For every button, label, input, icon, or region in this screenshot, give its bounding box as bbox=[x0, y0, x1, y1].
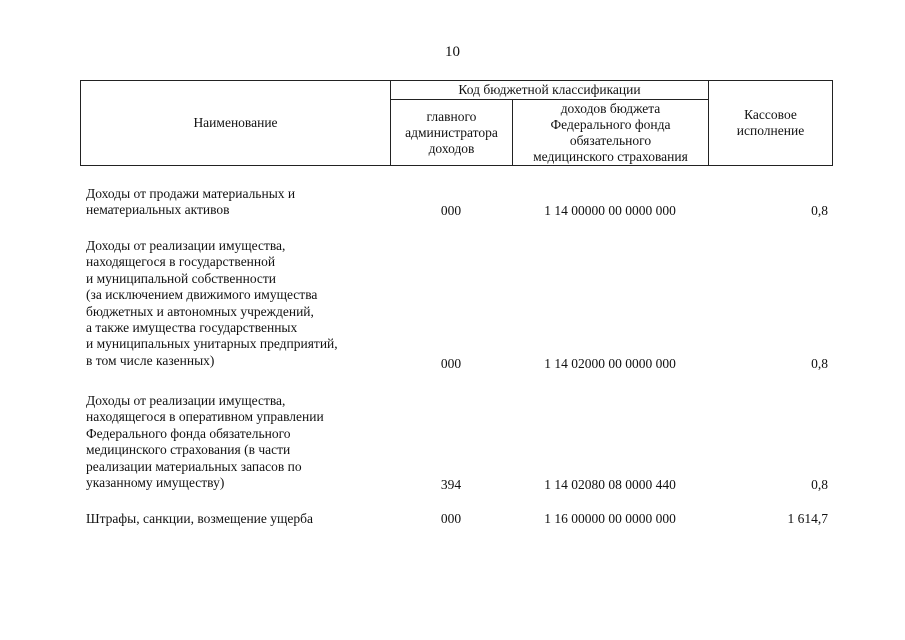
row-name: Доходы от реализации имущества, находящегося в оперативном управлении Федерального фонда обязательного медицинского страхования (в части реализации материальных запасов по указанному имуществу) bbox=[86, 393, 324, 491]
row-amount: 1 614,7 bbox=[787, 511, 828, 526]
row-name: Доходы от продажи материальных и нематериальных активов bbox=[86, 186, 296, 218]
row-budget-code: 1 16 00000 00 0000 000 bbox=[544, 511, 676, 526]
header-cash-execution: Кассовое исполнение bbox=[736, 107, 805, 138]
row-name: Доходы от реализации имущества, находящегося в государственной и муниципальной собственности (за исключением движимого имущества бюджетных и автономных учреждений, а также имущества государственных и муниципальных унитарных предприятий, в том числе казенных) bbox=[86, 238, 338, 368]
row-amount: 0,8 bbox=[811, 203, 828, 218]
row-admin-code: 394 bbox=[440, 477, 462, 492]
row-budget-code: 1 14 02000 00 0000 000 bbox=[544, 356, 676, 371]
row-budget-code: 1 14 00000 00 0000 000 bbox=[544, 203, 676, 218]
header-classification-code: Код бюджетной классификации bbox=[458, 82, 641, 97]
header-name: Наименование bbox=[193, 115, 278, 130]
row-amount: 0,8 bbox=[811, 356, 828, 371]
row-admin-code: 000 bbox=[440, 511, 462, 526]
row-budget-code: 1 14 02080 08 0000 440 bbox=[544, 477, 676, 492]
row-admin-code: 000 bbox=[440, 356, 462, 371]
row-admin-code: 000 bbox=[440, 203, 462, 218]
row-name: Штрафы, санкции, возмещение ущерба bbox=[86, 511, 314, 526]
page-number: 10 bbox=[445, 44, 460, 60]
table-header bbox=[80, 80, 833, 166]
row-amount: 0,8 bbox=[811, 477, 828, 492]
header-budget-revenue: доходов бюджета Федерального фонда обязательного медицинского страхования bbox=[533, 100, 688, 164]
header-chief-administrator: главного администратора доходов bbox=[405, 108, 498, 156]
